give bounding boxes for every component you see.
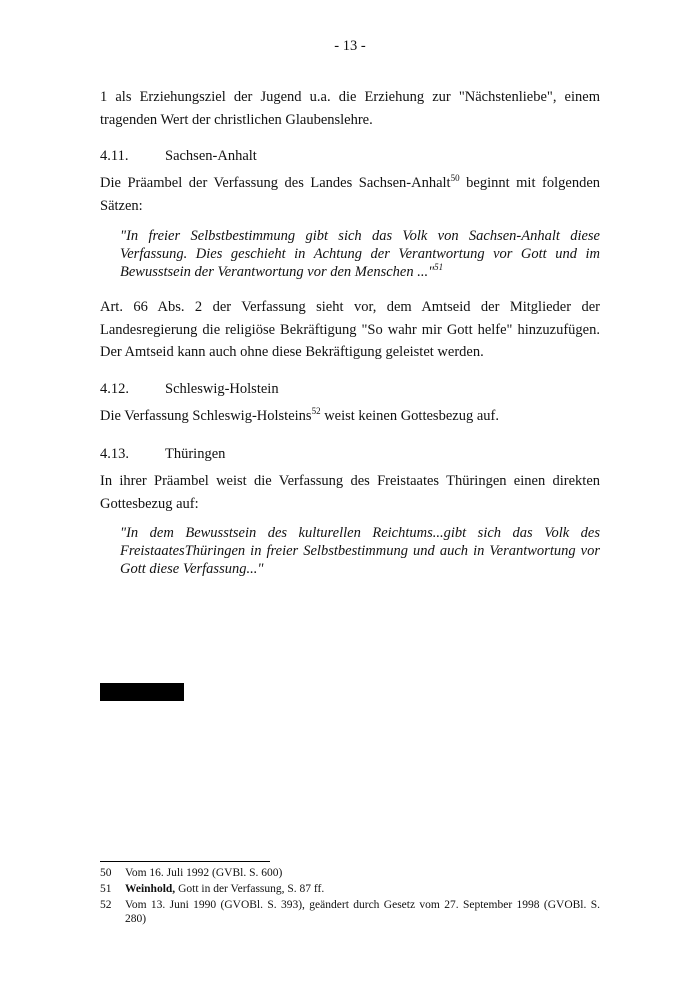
footnote-author: Weinhold,: [125, 883, 176, 895]
footnote-separator: [100, 861, 270, 862]
footnote-text: Vom 16. Juli 1992 (GVBl. S. 600): [125, 867, 283, 879]
paragraph-continuation: 1 als Erziehungsziel der Jugend u.a. die Erziehung zur "Nächstenliebe", einem tragenden Wert der christlichen Glaubenslehre.: [100, 89, 600, 128]
footnote-52: [100, 898, 600, 926]
footnote-ref-50: 50: [450, 173, 460, 184]
quote-thueringen: "In dem Bewusstsein des kulturellen Reichtums...gibt sich das Volk des FreistaatesThüringen in freier Selbstbestimmung und auch in Verantwortung vor Gott diese Verfassung...": [120, 525, 600, 577]
paragraph-preamble-sachsen-anhalt: [100, 172, 600, 217]
footnote-ref-51: 51: [434, 262, 444, 273]
redaction-bar: [100, 683, 184, 701]
section-number: 4.13.: [100, 446, 129, 462]
footnote-number: 51: [100, 883, 112, 895]
page-number: - 13 -: [334, 38, 366, 54]
section-heading-4-13: [100, 444, 225, 464]
quote-text: "In freier Selbstbestimmung gibt sich das Volk von Sachsen-Anhalt diese Verfassung. Dies geschieht in Achtung der Verantwortung vor Gott und im Bewusstsein der Verantwortung vor den Menschen ...": [120, 228, 600, 280]
footnote-ref-52: 52: [311, 406, 321, 417]
paragraph-text: beginnt mit folgenden Sätzen:: [100, 175, 601, 214]
section-number: 4.12.: [100, 381, 129, 397]
section-heading-4-12: [100, 379, 279, 399]
footnote-text: Gott in der Verfassung, S. 87 ff.: [175, 883, 325, 895]
paragraph-schleswig-holstein: [100, 405, 600, 428]
paragraph-text: weist keinen Gottesbezug auf.: [320, 408, 499, 424]
section-heading-4-11: [100, 146, 257, 166]
footnote-51: [100, 882, 600, 896]
paragraph-text: Die Präambel der Verfassung des Landes Sachsen-Anhalt: [100, 175, 451, 191]
footnote-50: [100, 866, 600, 880]
quote-sachsen-anhalt: [120, 227, 600, 281]
footnote-text: Vom 13. Juni 1990 (GVOBl. S. 393), geändert durch Gesetz vom 27. September 1998 (GVOBl. S. 280): [125, 899, 600, 925]
paragraph-text: Die Verfassung Schleswig-Holsteins: [100, 408, 312, 424]
section-title: Sachsen-Anhalt: [165, 148, 257, 164]
footnote-number: 50: [100, 867, 112, 879]
paragraph-amtseid: Art. 66 Abs. 2 der Verfassung sieht vor, dem Amtseid der Mitglieder der Landesregierung die religiöse Bekräftigung "So wahr mir Gott helfe" hinzuzufügen. Der Amtseid kann auch ohne diese Bekräftigung geleistet werden.: [100, 299, 600, 360]
section-number: 4.11.: [100, 148, 129, 164]
footnote-number: 52: [100, 899, 112, 911]
section-title: Schleswig-Holstein: [165, 381, 279, 397]
paragraph-thueringen: In ihrer Präambel weist die Verfassung des Freistaates Thüringen einen direkten Gottesbezug auf:: [100, 473, 600, 512]
section-title: Thüringen: [165, 446, 226, 462]
